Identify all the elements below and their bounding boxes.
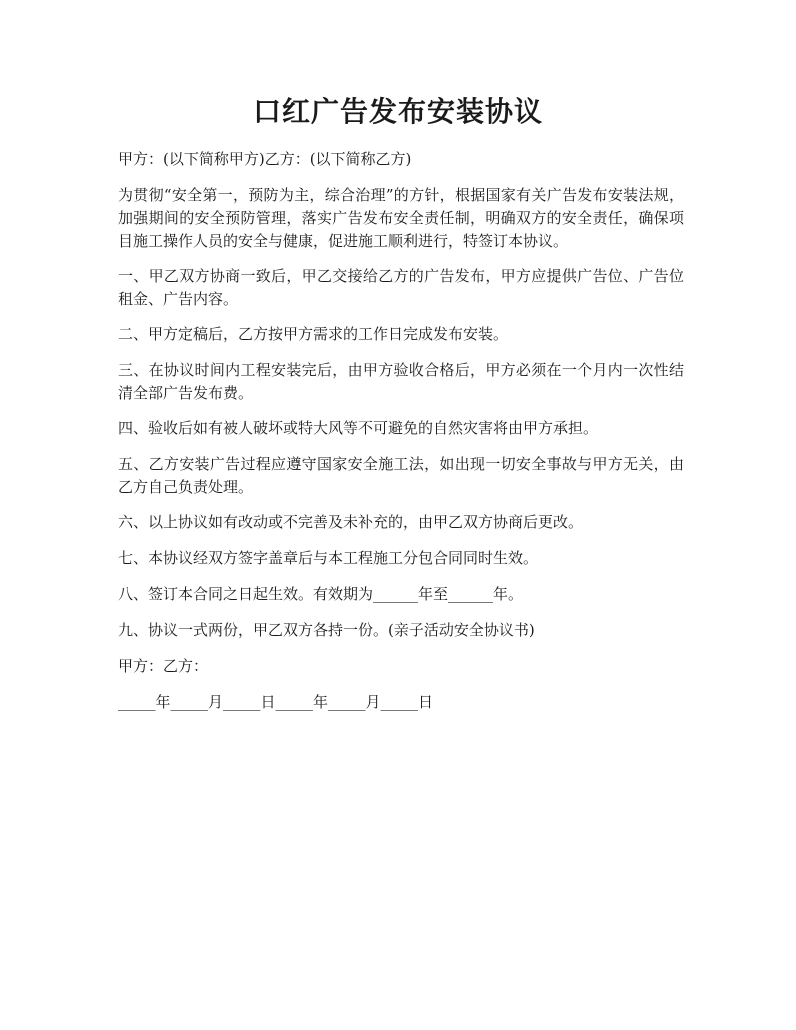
document-body [118,148,684,727]
clause-3: 三、在协议时间内工程安装完后，由甲方验收合格后，甲方必须在一个月内一次性结清全部广告发布费。 [118,361,684,402]
clause-4: 四、验收后如有被人破坏或特大风等不可避免的自然灾害将由甲方承担。 [118,419,599,437]
document-title: 口红广告发布安装协议 [252,95,543,128]
date-line: _____年_____月_____日_____年_____月_____日 [118,693,434,711]
intro-paragraph: 为贯彻“安全第一，预防为主，综合治理”的方针，根据国家有关广告发布安装法规，加强期间的安全预防管理，落实广告发布安全责任制，明确双方的安全责任，确保项目施工操作人员的安全与健康，促进施工顺利进行，特签订本协议。 [118,186,684,250]
clause-7: 七、本协议经双方签字盖章后与本工程施工分包合同同时生效。 [118,549,539,567]
clause-5: 五、乙方安装广告过程应遵守国家安全施工法，如出现一切安全事故与甲方无关，由乙方自己负责处理。 [118,455,684,496]
clause-9: 九、协议一式两份，甲乙双方各持一份。(亲子活动安全协议书) [118,621,535,639]
parties-line: 甲方：(以下简称甲方)乙方：(以下简称乙方) [118,150,412,168]
clause-1: 一、甲乙双方协商一致后，甲乙交接给乙方的广告发布，甲方应提供广告位、广告位租金、广告内容。 [118,267,684,308]
clause-8: 八、签订本合同之日起生效。有效期为______年至______年。 [118,585,524,603]
signature-line: 甲方：乙方： [118,657,209,675]
clause-6: 六、以上协议如有改动或不完善及未补充的，由甲乙双方协商后更改。 [118,513,584,531]
clause-2: 二、甲方定稿后，乙方按甲方需求的工作日完成发布安装。 [118,325,509,343]
